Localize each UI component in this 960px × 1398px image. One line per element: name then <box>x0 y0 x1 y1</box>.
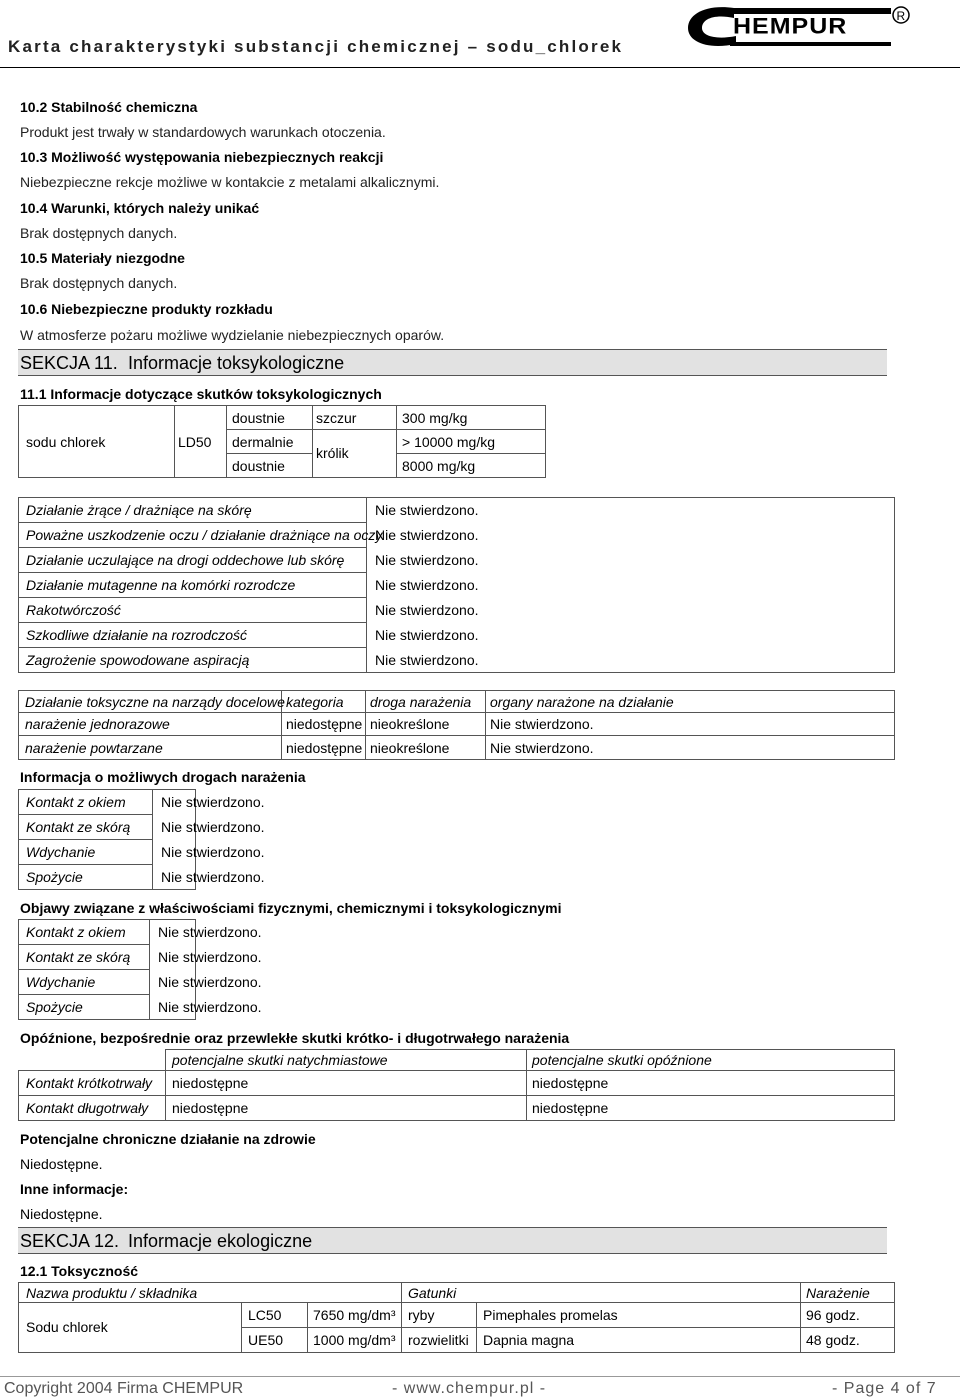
ld50-species-2: królik <box>316 445 349 461</box>
section-12-title: Informacje ekologiczne <box>128 1231 313 1251</box>
delayed-cell: niedostępne <box>172 1075 249 1091</box>
organ-cell: narażenie jednorazowe <box>25 716 170 732</box>
symptom-value: Nie stwierdzono. <box>158 924 262 940</box>
effect-value: Nie stwierdzono. <box>375 552 479 568</box>
effect-label: Działanie mutagenne na komórki rozrodcze <box>26 577 296 593</box>
footer-website: - www.chempur.pl - <box>392 1380 547 1397</box>
delayed-cell: niedostępne <box>532 1075 609 1091</box>
document-title: Karta charakterystyki substancji chemicznej – sodu_chlorek <box>8 37 624 56</box>
organ-cell: Nie stwierdzono. <box>490 740 594 756</box>
text-10-6: W atmosferze pożaru możliwe wydzielanie niebezpiecznych oparów. <box>20 327 445 343</box>
organ-header: kategoria <box>286 694 344 710</box>
route-label: Spożycie <box>26 869 83 885</box>
ecotox-header: Narażenie <box>806 1285 870 1301</box>
footer-copyright: Copyright 2004 Firma CHEMPUR <box>4 1380 244 1397</box>
organ-cell: narażenie powtarzane <box>25 740 163 756</box>
text-10-5: Brak dostępnych danych. <box>20 275 178 291</box>
ecotox-cell: 48 godz. <box>806 1332 860 1348</box>
ecotox-header: Nazwa produktu / składnika <box>26 1285 198 1301</box>
footer-divider <box>0 1376 960 1377</box>
effect-label: Rakotwórczość <box>26 602 121 618</box>
routes-table <box>18 789 265 890</box>
svg-text:R: R <box>896 9 906 23</box>
organ-cell: niedostępne <box>286 740 363 756</box>
symptom-label: Spożycie <box>26 999 83 1015</box>
ecotox-cell: 96 godz. <box>806 1307 860 1323</box>
ecotox-cell: rozwielitki <box>408 1332 469 1348</box>
heading-11-1: 11.1 Informacje dotyczące skutków toksykologicznych <box>20 386 382 402</box>
delayed-cell: niedostępne <box>172 1100 249 1116</box>
organ-header: droga narażenia <box>370 694 472 710</box>
heading-other: Inne informacje: <box>20 1181 129 1197</box>
effect-value: Nie stwierdzono. <box>375 627 479 643</box>
effect-label: Zagrożenie spowodowane aspiracją <box>26 652 250 668</box>
symptom-value: Nie stwierdzono. <box>158 999 262 1015</box>
ld50-value-2: > 10000 mg/kg <box>402 434 496 450</box>
ecotox-table <box>18 1282 895 1353</box>
ecotox-cell: 7650 mg/dm³ <box>313 1307 396 1323</box>
effect-label: Szkodliwe działanie na rozrodczość <box>26 627 247 643</box>
ld50-route-3: doustnie <box>232 458 285 474</box>
organ-cell: nieokreślone <box>370 716 450 732</box>
symptom-label: Wdychanie <box>26 974 96 990</box>
symptom-value: Nie stwierdzono. <box>158 949 262 965</box>
header-divider <box>0 67 960 68</box>
route-label: Kontakt z okiem <box>26 794 126 810</box>
section-11-number: SEKCJA 11. <box>20 353 118 373</box>
ld50-route-1: doustnie <box>232 410 285 426</box>
ecotox-cell: ryby <box>408 1307 435 1323</box>
organ-cell: Nie stwierdzono. <box>490 716 594 732</box>
delayed-cell: niedostępne <box>532 1100 609 1116</box>
route-value: Nie stwierdzono. <box>161 844 265 860</box>
heading-10-2: 10.2 Stabilność chemiczna <box>20 99 198 115</box>
route-value: Nie stwierdzono. <box>161 819 265 835</box>
target-organ-table <box>18 690 895 760</box>
effect-label: Działanie uczulające na drogi oddechowe lub skórę <box>26 552 345 568</box>
text-10-4: Brak dostępnych danych. <box>20 225 178 241</box>
organ-header: organy narażone na działanie <box>490 694 674 710</box>
organ-header: Działanie toksyczne na narządy docelowe <box>25 694 285 710</box>
section-11-header <box>18 349 887 376</box>
logo-text: HEMPUR <box>733 13 848 39</box>
effect-label: Działanie żrące / drażniące na skórę <box>26 502 252 518</box>
ld50-table <box>18 405 546 478</box>
ecotox-cell: Dapnia magna <box>483 1332 575 1348</box>
footer-page-number: - Page 4 of 7 <box>832 1380 937 1397</box>
symptom-label: Kontakt ze skórą <box>26 949 131 965</box>
ld50-value-3: 8000 mg/kg <box>402 458 476 474</box>
effect-value: Nie stwierdzono. <box>375 502 479 518</box>
effect-value: Nie stwierdzono. <box>375 527 479 543</box>
symptom-label: Kontakt z okiem <box>26 924 126 940</box>
route-label: Kontakt ze skórą <box>26 819 131 835</box>
ecotox-substance: Sodu chlorek <box>26 1319 108 1335</box>
chempur-logo <box>686 4 916 48</box>
section-12-header <box>18 1227 887 1254</box>
organ-cell: nieokreślone <box>370 740 450 756</box>
ecotox-cell: LC50 <box>248 1307 282 1323</box>
delayed-header: potencjalne skutki natychmiastowe <box>172 1052 388 1068</box>
section-12-number: SEKCJA 12. <box>20 1231 120 1251</box>
section-11-title: Informacje toksykologiczne <box>128 353 345 373</box>
delayed-table <box>18 1049 895 1121</box>
effect-value: Nie stwierdzono. <box>375 577 479 593</box>
route-label: Wdychanie <box>26 844 96 860</box>
ecotox-header: Gatunki <box>408 1285 457 1301</box>
effect-value: Nie stwierdzono. <box>375 652 479 668</box>
text-10-3: Niebezpieczne rekcje możliwe w kontakcie z metalami alkalicznymi. <box>20 174 440 190</box>
delayed-cell: Kontakt krótkotrwały <box>26 1075 153 1091</box>
ld50-value-1: 300 mg/kg <box>402 410 468 426</box>
heading-chronic: Potencjalne chroniczne działanie na zdrowie <box>20 1131 316 1147</box>
heading-10-5: 10.5 Materiały niezgodne <box>20 250 185 266</box>
effects-table <box>18 497 895 673</box>
heading-10-6: 10.6 Niebezpieczne produkty rozkładu <box>20 301 273 317</box>
heading-delayed: Opóźnione, bezpośrednie oraz przewlekłe skutki krótko- i długotrwałego narażenia <box>20 1030 570 1046</box>
heading-routes: Informacja o możliwych drogach narażenia <box>20 769 306 785</box>
symptoms-table <box>18 919 262 1020</box>
effect-label: Poważne uszkodzenie oczu / działanie drażniące na oczy <box>26 527 383 543</box>
ecotox-cell: UE50 <box>248 1332 284 1348</box>
delayed-header: potencjalne skutki opóźnione <box>532 1052 712 1068</box>
heading-symptoms: Objawy związane z właściwościami fizycznymi, chemicznymi i toksykologicznymi <box>20 900 562 916</box>
route-value: Nie stwierdzono. <box>161 794 265 810</box>
text-other: Niedostępne. <box>20 1206 103 1222</box>
text-chronic: Niedostępne. <box>20 1156 103 1172</box>
ld50-substance: sodu chlorek <box>26 434 106 450</box>
heading-12-1: 12.1 Toksyczność <box>20 1263 139 1279</box>
heading-10-3: 10.3 Możliwość występowania niebezpiecznych reakcji <box>20 149 384 165</box>
ld50-species-1: szczur <box>316 410 357 426</box>
text-10-2: Produkt jest trwały w standardowych warunkach otoczenia. <box>20 124 386 140</box>
ecotox-cell: Pimephales promelas <box>483 1307 618 1323</box>
delayed-cell: Kontakt długotrwały <box>26 1100 149 1116</box>
effect-value: Nie stwierdzono. <box>375 602 479 618</box>
organ-cell: niedostępne <box>286 716 363 732</box>
route-value: Nie stwierdzono. <box>161 869 265 885</box>
symptom-value: Nie stwierdzono. <box>158 974 262 990</box>
ld50-param: LD50 <box>178 434 212 450</box>
ecotox-cell: 1000 mg/dm³ <box>313 1332 396 1348</box>
heading-10-4: 10.4 Warunki, których należy unikać <box>20 200 260 216</box>
ld50-route-2: dermalnie <box>232 434 294 450</box>
